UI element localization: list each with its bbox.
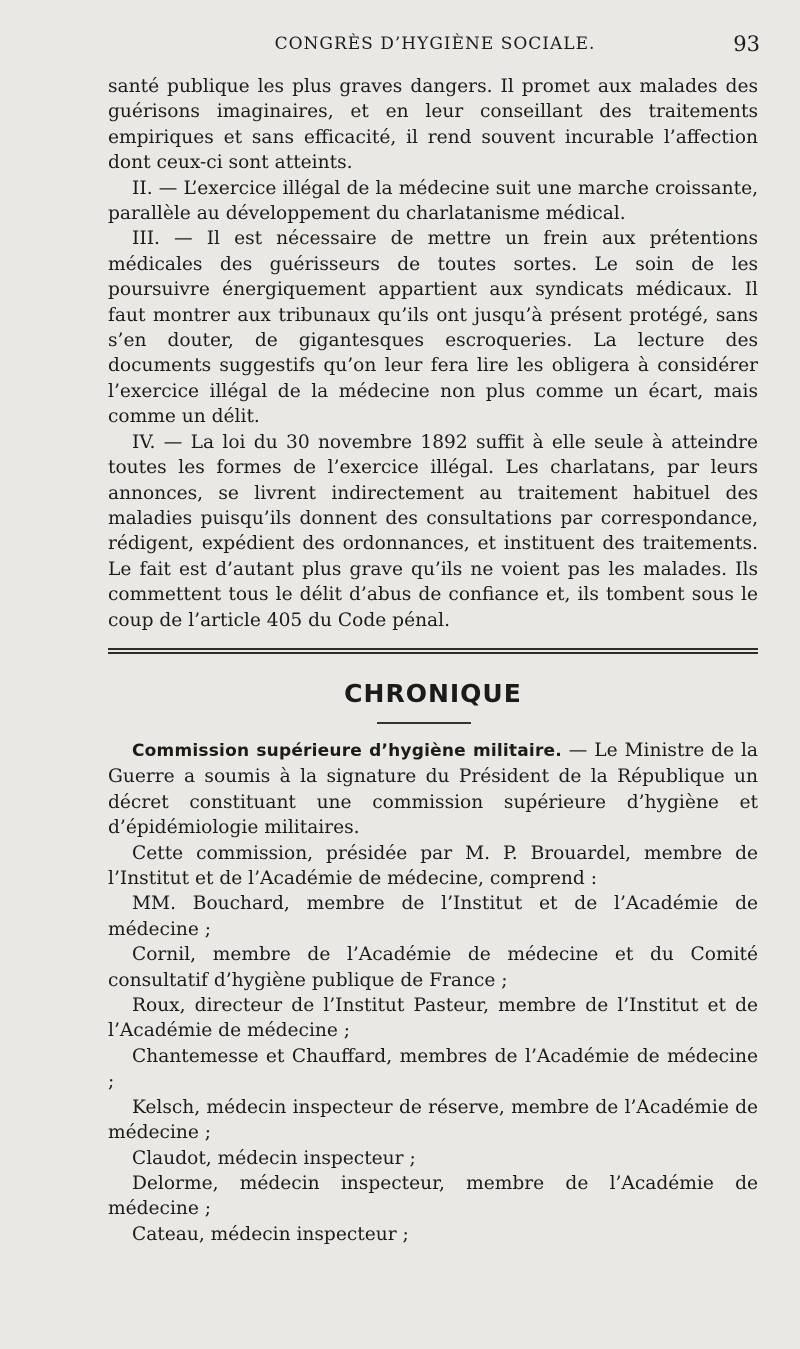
member-item: Roux, directeur de l’Institut Pasteur, membre de l’Institut et de l’Académie de médecine ; [108, 995, 758, 1042]
composition-paragraph: Cette commission, présidée par M. P. Brouardel, membre de l’Institut et de l’Académie de médecine, comprend : [108, 842, 758, 890]
member-item: Delorme, médecin inspecteur, membre de l’Académie de médecine ; [108, 1172, 758, 1220]
member-item: Chantemesse et Chauffard, membres de l’Académie de médecine ; [108, 1045, 758, 1093]
member-item: Claudot, médecin inspecteur ; [132, 1147, 416, 1169]
running-head: CONGRÈS D’HYGIÈNE SOCIALE. [274, 34, 596, 54]
paragraph-ii: II. — L’exercice illégal de la médecine suit une marche croissante, parallèle au développement du charlatanisme médical. [108, 177, 758, 225]
section-heading: Commission supérieure d’hygiène militaire. [132, 741, 562, 761]
section-divider [108, 648, 758, 654]
intro-text: — Le Ministre de la Guerre a soumis à la signature du Président de la République un décret constituant une commission supérieure d’hygiène et d’épidémiologie militaires. [108, 740, 758, 839]
member-item: MM. Bouchard, membre de l’Institut et de l’Académie de médecine ; [108, 893, 758, 940]
chronique-title: CHRONIQUE [344, 679, 522, 708]
page-header [108, 34, 762, 60]
paragraph-iii: III. — Il est nécessaire de mettre un frein aux prétentions médicales des guérisseurs de toutes sortes. Le soin de les poursuivre énergiquement appartient aux syndicats médicaux. Il faut montrer aux tribunaux qu’ils ont jusqu’à présent protégé, sans s’en douter, de gigantesques escroqueries. La lecture des documents suggestifs qu’on leur fera lire les obligera à considérer l’exercice illégal de la médecine non plus comme un écart, mais comme un délit. [108, 228, 758, 428]
page-number: 93 [733, 32, 760, 56]
chronique-intro-paragraph [108, 738, 758, 841]
paragraph-continuation: santé publique les plus graves dangers. Il promet aux malades des guérisons imaginaires, et en leur conseillant des traitements empiriques et sans efficacité, il rend souvent incurable l’affection dont ceux-ci sont atteints. [108, 76, 758, 174]
paragraph-iv: IV. — La loi du 30 novembre 1892 suffit à elle seule à atteindre toutes les formes de l’exercice illégal. Les charlatans, par leurs annonces, se livrent indirectement au traitement habituel des maladies puisqu’ils donnent des consultations par correspondance, rédigent, expédient des ordonnances, et instituent des traitements. Le fait est d’autant plus grave qu’ils ne voient pas les malades. Ils commettent tous le délit d’abus de confiance et, ils tombent sous le coup de l’article 405 du Code pénal. [108, 431, 758, 631]
conclusions-text [108, 74, 758, 633]
member-item: Cateau, médecin inspecteur ; [132, 1223, 409, 1245]
chronique-text [108, 738, 758, 1247]
member-item: Cornil, membre de l’Académie de médecine et du Comité consultatif d’hygiène publique de France ; [108, 944, 758, 991]
title-underline [377, 722, 471, 724]
member-item: Kelsch, médecin inspecteur de réserve, membre de l’Académie de médecine ; [108, 1096, 758, 1144]
